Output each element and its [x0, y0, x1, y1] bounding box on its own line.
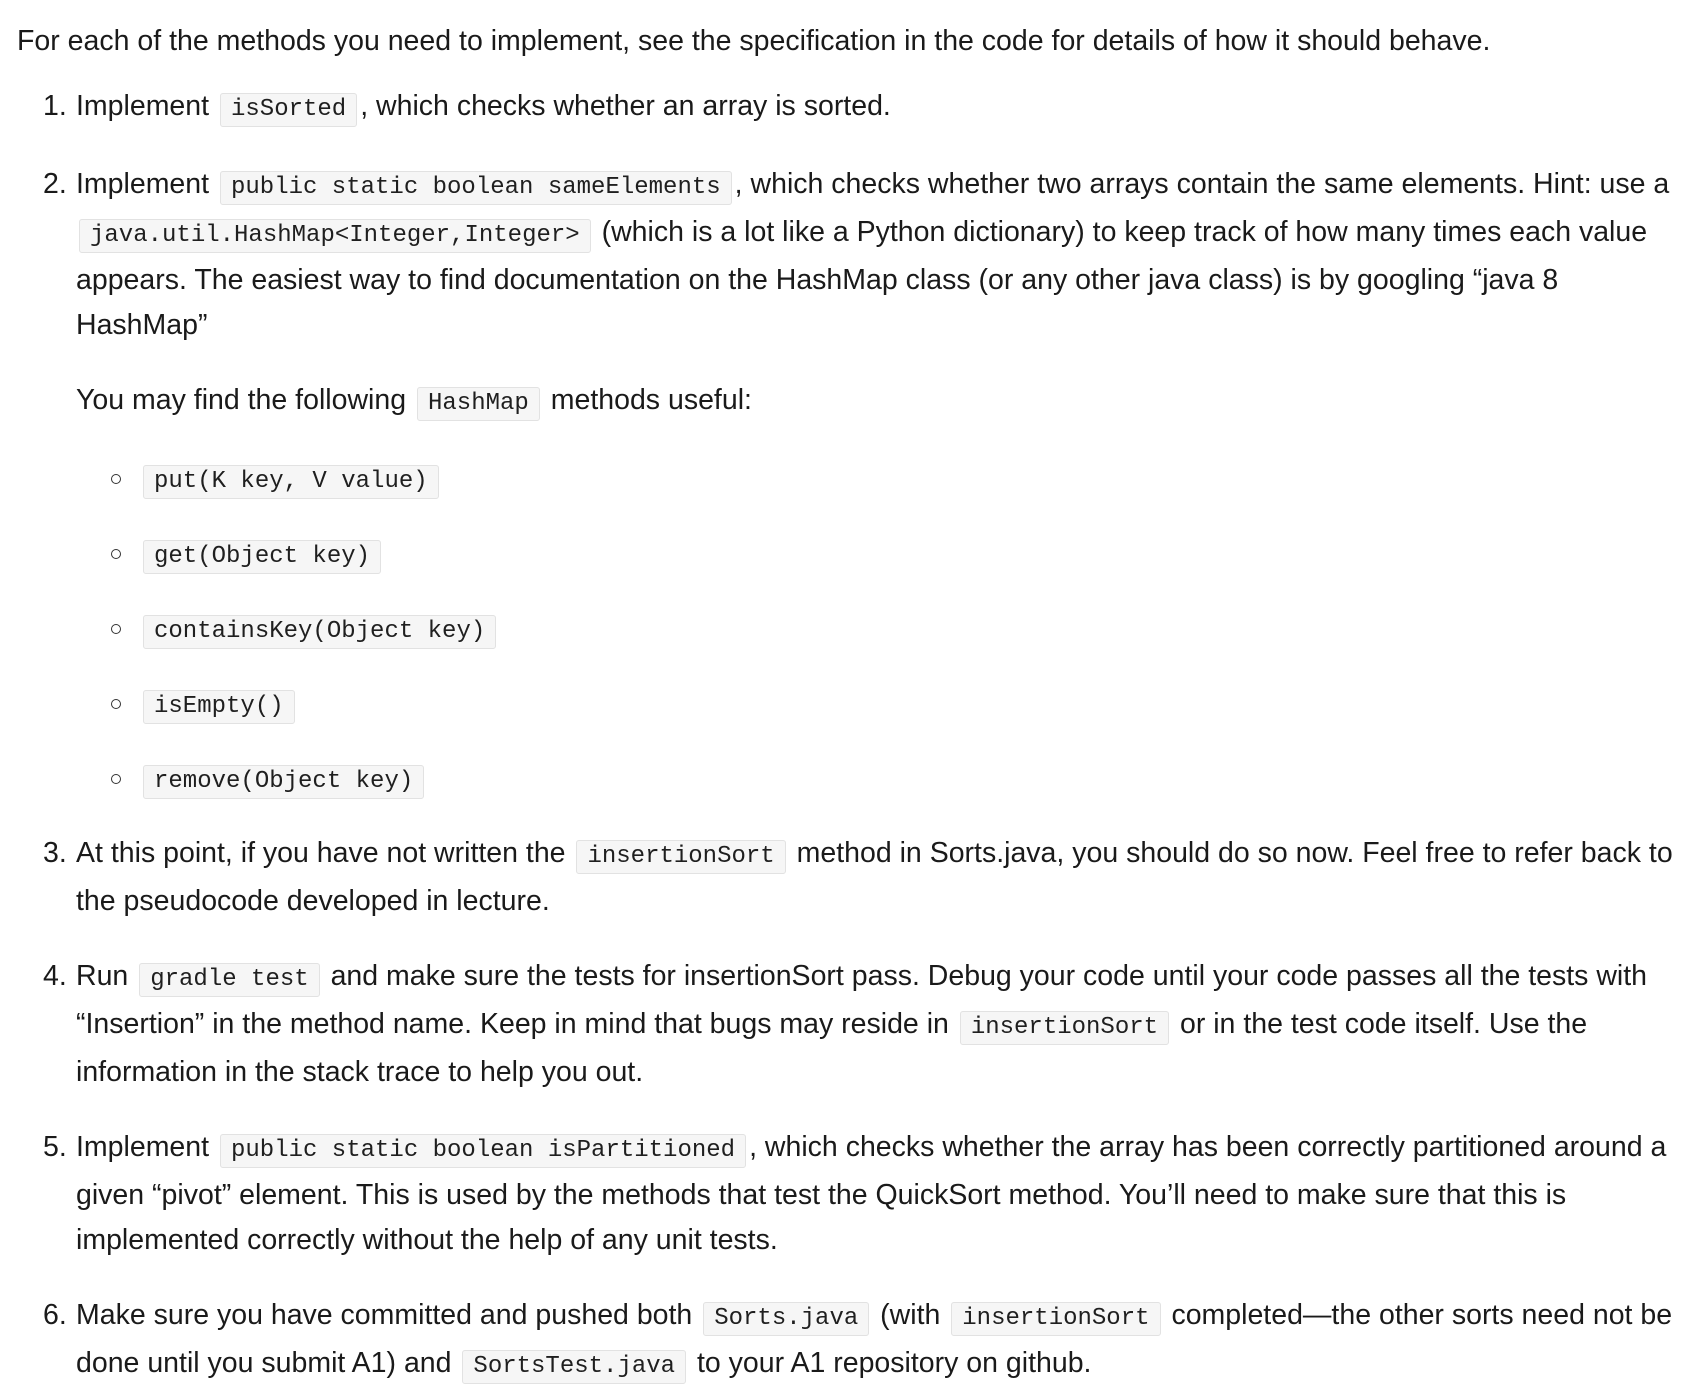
instructions-document	[17, 22, 1687, 1389]
subpara-text: You may find the following	[76, 384, 407, 416]
step-text: Implement	[76, 168, 210, 200]
step-text: Implement	[76, 1131, 210, 1163]
step-text: , which checks whether the array has been correctly partitioned around a given “pivot” element. This is used by the methods that test the QuickSort method. You’ll need to make sure that this is implemented correctly without the help of any unit tests.	[76, 1131, 1667, 1256]
subpara-text: methods useful:	[550, 384, 752, 416]
step-text: method in Sorts.java, you should do so now. Feel free to refer back to the pseudocode developed in lecture.	[76, 837, 1673, 917]
step-4	[17, 954, 1687, 1095]
inline-code: insertionSort	[951, 1302, 1160, 1336]
step-text: (which is a lot like a Python dictionary) to keep track of how many times each value appears. The easiest way to find documentation on the HashMap class (or any other java class) is by googling “java 8 HashMap”	[76, 216, 1648, 341]
step-6	[17, 1293, 1687, 1389]
step-number: 5.	[43, 1131, 67, 1163]
inline-code: gradle test	[139, 963, 319, 997]
step-number: 3.	[43, 837, 67, 869]
method-item	[76, 606, 1687, 651]
step-text: or in the test code itself. Use the information in the stack trace to help you out.	[76, 1008, 1588, 1088]
inline-code: public static boolean sameElements	[220, 171, 732, 205]
step-text: Make sure you have committed and pushed both	[76, 1299, 693, 1331]
step-number: 4.	[43, 960, 67, 992]
methods-list	[76, 456, 1687, 801]
method-code: put(K key, V value)	[143, 465, 439, 499]
step-text: completed—the other sorts need not be done until you submit A1) and	[76, 1299, 1673, 1379]
method-item	[76, 681, 1687, 726]
step-text: Implement	[76, 90, 210, 122]
step-text: to your A1 repository on github.	[696, 1347, 1092, 1379]
inline-code: SortsTest.java	[462, 1350, 686, 1384]
method-code: isEmpty()	[143, 690, 295, 724]
method-code: remove(Object key)	[143, 765, 424, 799]
step-5	[17, 1125, 1687, 1263]
method-item	[76, 756, 1687, 801]
inline-code: isSorted	[220, 93, 357, 127]
step-text: , which checks whether two arrays contain the same elements. Hint: use a	[734, 168, 1670, 200]
step-text: (with	[880, 1299, 941, 1331]
step-number: 1.	[43, 90, 67, 122]
inline-code: java.util.HashMap<Integer,Integer>	[79, 219, 591, 253]
inline-code: Sorts.java	[703, 1302, 869, 1336]
step-text: , which checks whether an array is sorted.	[360, 90, 891, 122]
hollow-bullet-icon	[111, 474, 121, 484]
step-text: and make sure the tests for insertionSort pass. Debug your code until your code passes all the tests with “Insertion” in the method name. Keep in mind that bugs may reside in	[76, 960, 1648, 1040]
inline-code: insertionSort	[576, 840, 785, 874]
step-number: 6.	[43, 1299, 67, 1331]
method-item	[76, 456, 1687, 501]
step-3	[17, 831, 1687, 924]
step-text: Run	[76, 960, 129, 992]
inline-code: insertionSort	[960, 1011, 1169, 1045]
hollow-bullet-icon	[111, 699, 121, 709]
steps-list	[17, 84, 1687, 1389]
method-item	[76, 531, 1687, 576]
hollow-bullet-icon	[111, 549, 121, 559]
inline-code: public static boolean isPartitioned	[220, 1134, 746, 1168]
method-code: get(Object key)	[143, 540, 381, 574]
step-text: At this point, if you have not written the	[76, 837, 566, 869]
step-2	[17, 162, 1687, 801]
hollow-bullet-icon	[111, 774, 121, 784]
methods-intro	[76, 378, 1687, 426]
method-code: containsKey(Object key)	[143, 615, 496, 649]
inline-code: HashMap	[417, 387, 540, 421]
hollow-bullet-icon	[111, 624, 121, 634]
intro-paragraph: For each of the methods you need to implement, see the specification in the code for details of how it should behave.	[17, 25, 1491, 57]
step-1	[17, 84, 1687, 132]
step-number: 2.	[43, 168, 67, 200]
